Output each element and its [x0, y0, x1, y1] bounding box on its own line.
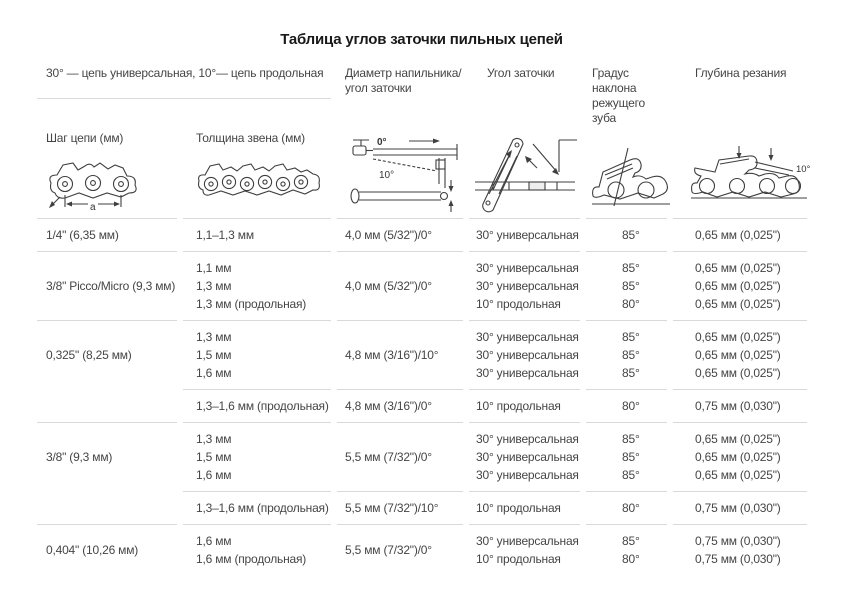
gauge-value: 1,1–1,3 мм [196, 228, 254, 242]
row-section [183, 320, 807, 389]
gauge-value: 1,3 мм [196, 330, 232, 344]
chain-sharpening-table [37, 66, 811, 575]
gauge-cell [183, 389, 331, 422]
gauge-cell [183, 524, 331, 575]
angle-value: 10° продольная [476, 297, 561, 311]
chain-gauge-icon [195, 160, 323, 206]
pitch-cell: 3/8" Picco/Micro (9,3 мм) [37, 251, 177, 320]
gauge-value: 1,6 мм [196, 468, 232, 482]
gauge-value: 1,6 мм [196, 366, 232, 380]
row-section [183, 218, 807, 251]
gauge-value: 1,3–1,6 мм (продольная) [196, 501, 329, 515]
tilt-value: 85° [622, 432, 640, 446]
file-diameter-icon [345, 132, 463, 212]
depth-cell [673, 251, 807, 320]
pitch-cell: 1/4" (6,35 мм) [37, 218, 177, 251]
tilt-cell [586, 218, 667, 251]
depth-value: 0,75 мм (0,030") [695, 399, 781, 413]
column-header-cutting-depth: Глубина резания [695, 66, 787, 80]
tilt-value: 85° [622, 228, 640, 242]
tilt-cell [586, 320, 667, 389]
file-value: 4,8 мм (3/16")/0° [345, 399, 432, 413]
row-section [183, 422, 807, 491]
angle-value: 10° продольная [476, 399, 561, 413]
tooth-tilt-icon [590, 146, 672, 208]
angle-cell [469, 422, 580, 491]
header-cell-file [337, 126, 463, 212]
gauge-value: 1,5 мм [196, 450, 232, 464]
column-header-sharpening-angle: Угол заточки [487, 66, 555, 80]
row-section [183, 491, 807, 524]
file-value: 4,0 мм (5/32")/0° [345, 228, 432, 242]
gauge-value: 1,5 мм [196, 348, 232, 362]
file-angle-zero-label: 0° [377, 137, 387, 148]
depth-cell [673, 491, 807, 524]
depth-value: 0,65 мм (0,025") [695, 330, 781, 344]
file-cell [337, 251, 463, 320]
column-header-line: Градус наклона [592, 66, 637, 95]
depth-cell [673, 389, 807, 422]
depth-angle-label: 10° [796, 164, 811, 175]
tilt-value: 80° [622, 552, 640, 566]
angle-value: 30° универсальная [476, 432, 579, 446]
file-value: 4,8 мм (3/16")/10° [345, 348, 439, 362]
angle-value: 30° универсальная [476, 348, 579, 362]
legend-note: 30° — цепь универсальная, 10°— цепь продольная [37, 66, 331, 99]
depth-value: 0,75 мм (0,030") [695, 552, 781, 566]
depth-cell [673, 422, 807, 491]
gauge-value: 1,6 мм [196, 534, 232, 548]
tilt-value: 85° [622, 450, 640, 464]
depth-cell [673, 320, 807, 389]
column-header-link-thickness: Толщина звена (мм) [196, 131, 305, 145]
depth-cell [673, 218, 807, 251]
gauge-value: 1,3 мм [196, 279, 232, 293]
table-row-group [37, 320, 807, 422]
page-title: Таблица углов заточки пильных цепей [280, 31, 563, 48]
file-cell [337, 389, 463, 422]
tilt-cell [586, 251, 667, 320]
header-cell-tilt [586, 126, 667, 208]
tilt-value: 85° [622, 348, 640, 362]
tilt-value: 80° [622, 399, 640, 413]
tilt-value: 85° [622, 468, 640, 482]
tilt-value: 85° [622, 330, 640, 344]
angle-cell [469, 320, 580, 389]
depth-value: 0,65 мм (0,025") [695, 468, 781, 482]
column-header-file-diameter [337, 66, 463, 96]
tilt-cell [586, 389, 667, 422]
angle-cell [469, 524, 580, 575]
file-value: 5,5 мм (7/32")/0° [345, 543, 432, 557]
file-cell [337, 218, 463, 251]
depth-value: 0,65 мм (0,025") [695, 348, 781, 362]
depth-value: 0,65 мм (0,025") [695, 279, 781, 293]
file-angle-ten-label: 10° [379, 170, 395, 181]
header-cell-angle [469, 126, 580, 216]
angle-cell [469, 389, 580, 422]
gauge-cell [183, 422, 331, 491]
header-cell-depth [673, 126, 811, 202]
depth-value: 0,65 мм (0,025") [695, 228, 781, 242]
table-row-group [37, 524, 807, 575]
angle-value: 10° продольная [476, 501, 561, 515]
gauge-value: 1,3 мм [196, 432, 232, 446]
column-header-line: Диаметр напильника/ [345, 66, 462, 80]
row-section [183, 251, 807, 320]
sharpening-angle-icon [473, 128, 577, 216]
row-section [183, 524, 807, 575]
header-cell-pitch [37, 126, 177, 213]
depth-value: 0,75 мм (0,030") [695, 501, 781, 515]
angle-value: 30° универсальная [476, 330, 579, 344]
file-value: 5,5 мм (7/32")/0° [345, 450, 432, 464]
column-header-chain-pitch: Шаг цепи (мм) [46, 131, 124, 145]
table-row-group [37, 251, 807, 320]
column-header-line: режущего зуба [592, 96, 645, 125]
angle-value: 30° универсальная [476, 261, 579, 275]
table-body [37, 218, 807, 575]
angle-value: 10° продольная [476, 552, 561, 566]
column-header-line: угол заточки [345, 81, 412, 95]
depth-value: 0,65 мм (0,025") [695, 450, 781, 464]
angle-cell [469, 251, 580, 320]
tilt-cell [586, 491, 667, 524]
gauge-value: 1,1 мм [196, 261, 232, 275]
depth-cell [673, 524, 807, 575]
angle-value: 30° универсальная [476, 366, 579, 380]
tilt-value: 85° [622, 366, 640, 380]
gauge-cell [183, 251, 331, 320]
depth-value: 0,65 мм (0,025") [695, 297, 781, 311]
gauge-cell [183, 218, 331, 251]
table-header-top [37, 66, 807, 126]
pitch-cell: 3/8" (9,3 мм) [37, 422, 177, 491]
table-header-illustrations [37, 126, 811, 218]
angle-value: 30° универсальная [476, 279, 579, 293]
depth-value: 0,75 мм (0,030") [695, 534, 781, 548]
tilt-value: 80° [622, 297, 640, 311]
pitch-dimension-label: a [90, 202, 96, 213]
tilt-value: 85° [622, 534, 640, 548]
header-cell-gauge [183, 126, 331, 206]
pitch-cell: 0,404" (10,26 мм) [37, 524, 177, 575]
gauge-cell [183, 320, 331, 389]
tilt-cell [586, 524, 667, 575]
file-value: 4,0 мм (5/32")/0° [345, 279, 432, 293]
file-cell [337, 422, 463, 491]
depth-value: 0,65 мм (0,025") [695, 261, 781, 275]
depth-value: 0,65 мм (0,025") [695, 432, 781, 446]
tilt-cell [586, 422, 667, 491]
tilt-value: 80° [622, 501, 640, 515]
gauge-cell [183, 491, 331, 524]
depth-value: 0,65 мм (0,025") [695, 366, 781, 380]
chain-pitch-icon [45, 155, 141, 213]
angle-value: 30° универсальная [476, 534, 579, 548]
angle-cell [469, 218, 580, 251]
angle-value: 30° универсальная [476, 468, 579, 482]
pitch-cell: 0,325" (8,25 мм) [37, 320, 177, 389]
cutting-depth-icon [689, 142, 809, 202]
file-cell [337, 524, 463, 575]
table-row-group [37, 422, 807, 524]
file-cell [337, 320, 463, 389]
tilt-value: 85° [622, 261, 640, 275]
gauge-value: 1,3 мм (продольная) [196, 297, 307, 311]
gauge-value: 1,6 мм (продольная) [196, 552, 307, 566]
angle-cell [469, 491, 580, 524]
tilt-value: 85° [622, 279, 640, 293]
file-cell [337, 491, 463, 524]
table-row-group [37, 218, 807, 251]
file-value: 5,5 мм (7/32")/10° [345, 501, 439, 515]
angle-value: 30° универсальная [476, 450, 579, 464]
gauge-value: 1,3–1,6 мм (продольная) [196, 399, 329, 413]
column-header-tooth-tilt [586, 66, 667, 126]
row-section [183, 389, 807, 422]
angle-value: 30° универсальная [476, 228, 579, 242]
